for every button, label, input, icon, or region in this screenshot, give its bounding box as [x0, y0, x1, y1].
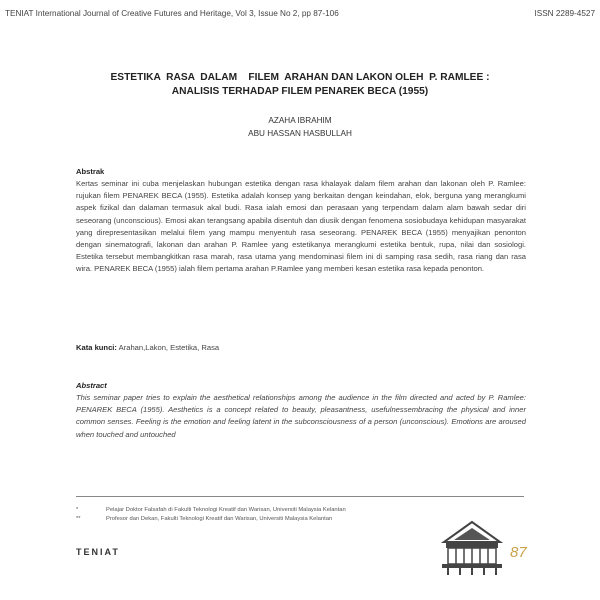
author-2: ABU HASSAN HASBULLAH	[248, 129, 352, 138]
teniat-logo: TENIAT	[76, 547, 120, 557]
title-line-2: ANALISIS TERHADAP FILEM PENAREK BECA (1955)	[171, 85, 429, 97]
footnote-2-text: Profesor dan Dekan, Fakulti Teknologi Kreatif dan Warisan, Universiti Malaysia Kelantan	[106, 516, 333, 522]
abstract-body: This seminar paper tries to explain the aesthetical relationships among the audience in the film directed and acted by P. Ramlee: PENAREK BECA (1955). Aesthetics is a concept related to beauty, pleasantness, usefulnessembracing the physical and inner common senses. Feeling is the emotion and feeling latent in the subconsciousness of a person (unconscious). Emotions are aroused when touched and untouched	[76, 393, 526, 439]
footnote-divider	[76, 496, 524, 497]
heritage-building-icon	[436, 520, 508, 576]
author-list	[0, 114, 600, 140]
title-line-1: ESTETIKA RASA DALAM FILEM ARAHAN DAN LAKON OLEH P. RAMLEE :	[110, 72, 490, 83]
running-header-journal: TENIAT International Journal of Creative Futures and Heritage, Vol 3, Issue No 2, pp 87-106	[5, 9, 339, 18]
keywords-label: Kata kunci:	[76, 343, 117, 352]
page-number: 87	[510, 544, 527, 561]
footnote-1-text: Pelajar Doktor Falsafah di Fakulti Teknologi Kreatif dan Warisan, Universiti Malaysia Kelantan	[106, 507, 346, 513]
footnote-1	[76, 507, 536, 513]
running-header-issn: ISSN 2289-4527	[534, 9, 595, 18]
keywords-text: Arahan,Lakon, Estetika, Rasa	[116, 343, 220, 352]
abstrak-heading: Abstrak	[76, 167, 105, 176]
footnote-1-mark: *	[76, 507, 79, 513]
keywords	[76, 342, 526, 354]
abstrak-body: Kertas seminar ini cuba menjelaskan hubungan estetika dengan rasa khalayak dalam filem arahan dan lakonan oleh P. Ramlee: rujukan filem PENAREK BECA (1955). Estetika adalah konsep yang berkaitan dengan keindahan, elok, berguna yang merangkumi aspek fizikal dan dalaman termasuk akal budi. Rasa ialah emosi dan perasaan yang terpendam dalam alam bawah sedar diri seseorang (unconscious). Emosi akan terangsang apabila disentuh dan diusik dengan fenomena sosiobudaya kehidupan masyarakat yang direpresentasikan melalui filem yang mampu menyentuh rasa seseorang. PENAREK BECA (1955) menyajikan penonton dengan sinematografi, lakonan dan arahan P. Ramlee yang estetikanya merangkumi estetika bentuk, rupa, nilai dan sosiologi. Estetika tersebut membangkitkan rasa marah, rasa utama yang mendominasi filem ini di samping rasa sedih, rasa riang dan rasa wira. PENAREK BECA (1955) ialah filem pertama arahan P.Ramlee yang memberi kesan estetika rasa kepada penonton.	[76, 179, 526, 274]
paper-title	[40, 71, 560, 98]
abstract-heading: Abstract	[76, 381, 107, 390]
author-1: AZAHA IBRAHIM	[268, 116, 332, 125]
footnote-2-mark: **	[76, 516, 81, 522]
